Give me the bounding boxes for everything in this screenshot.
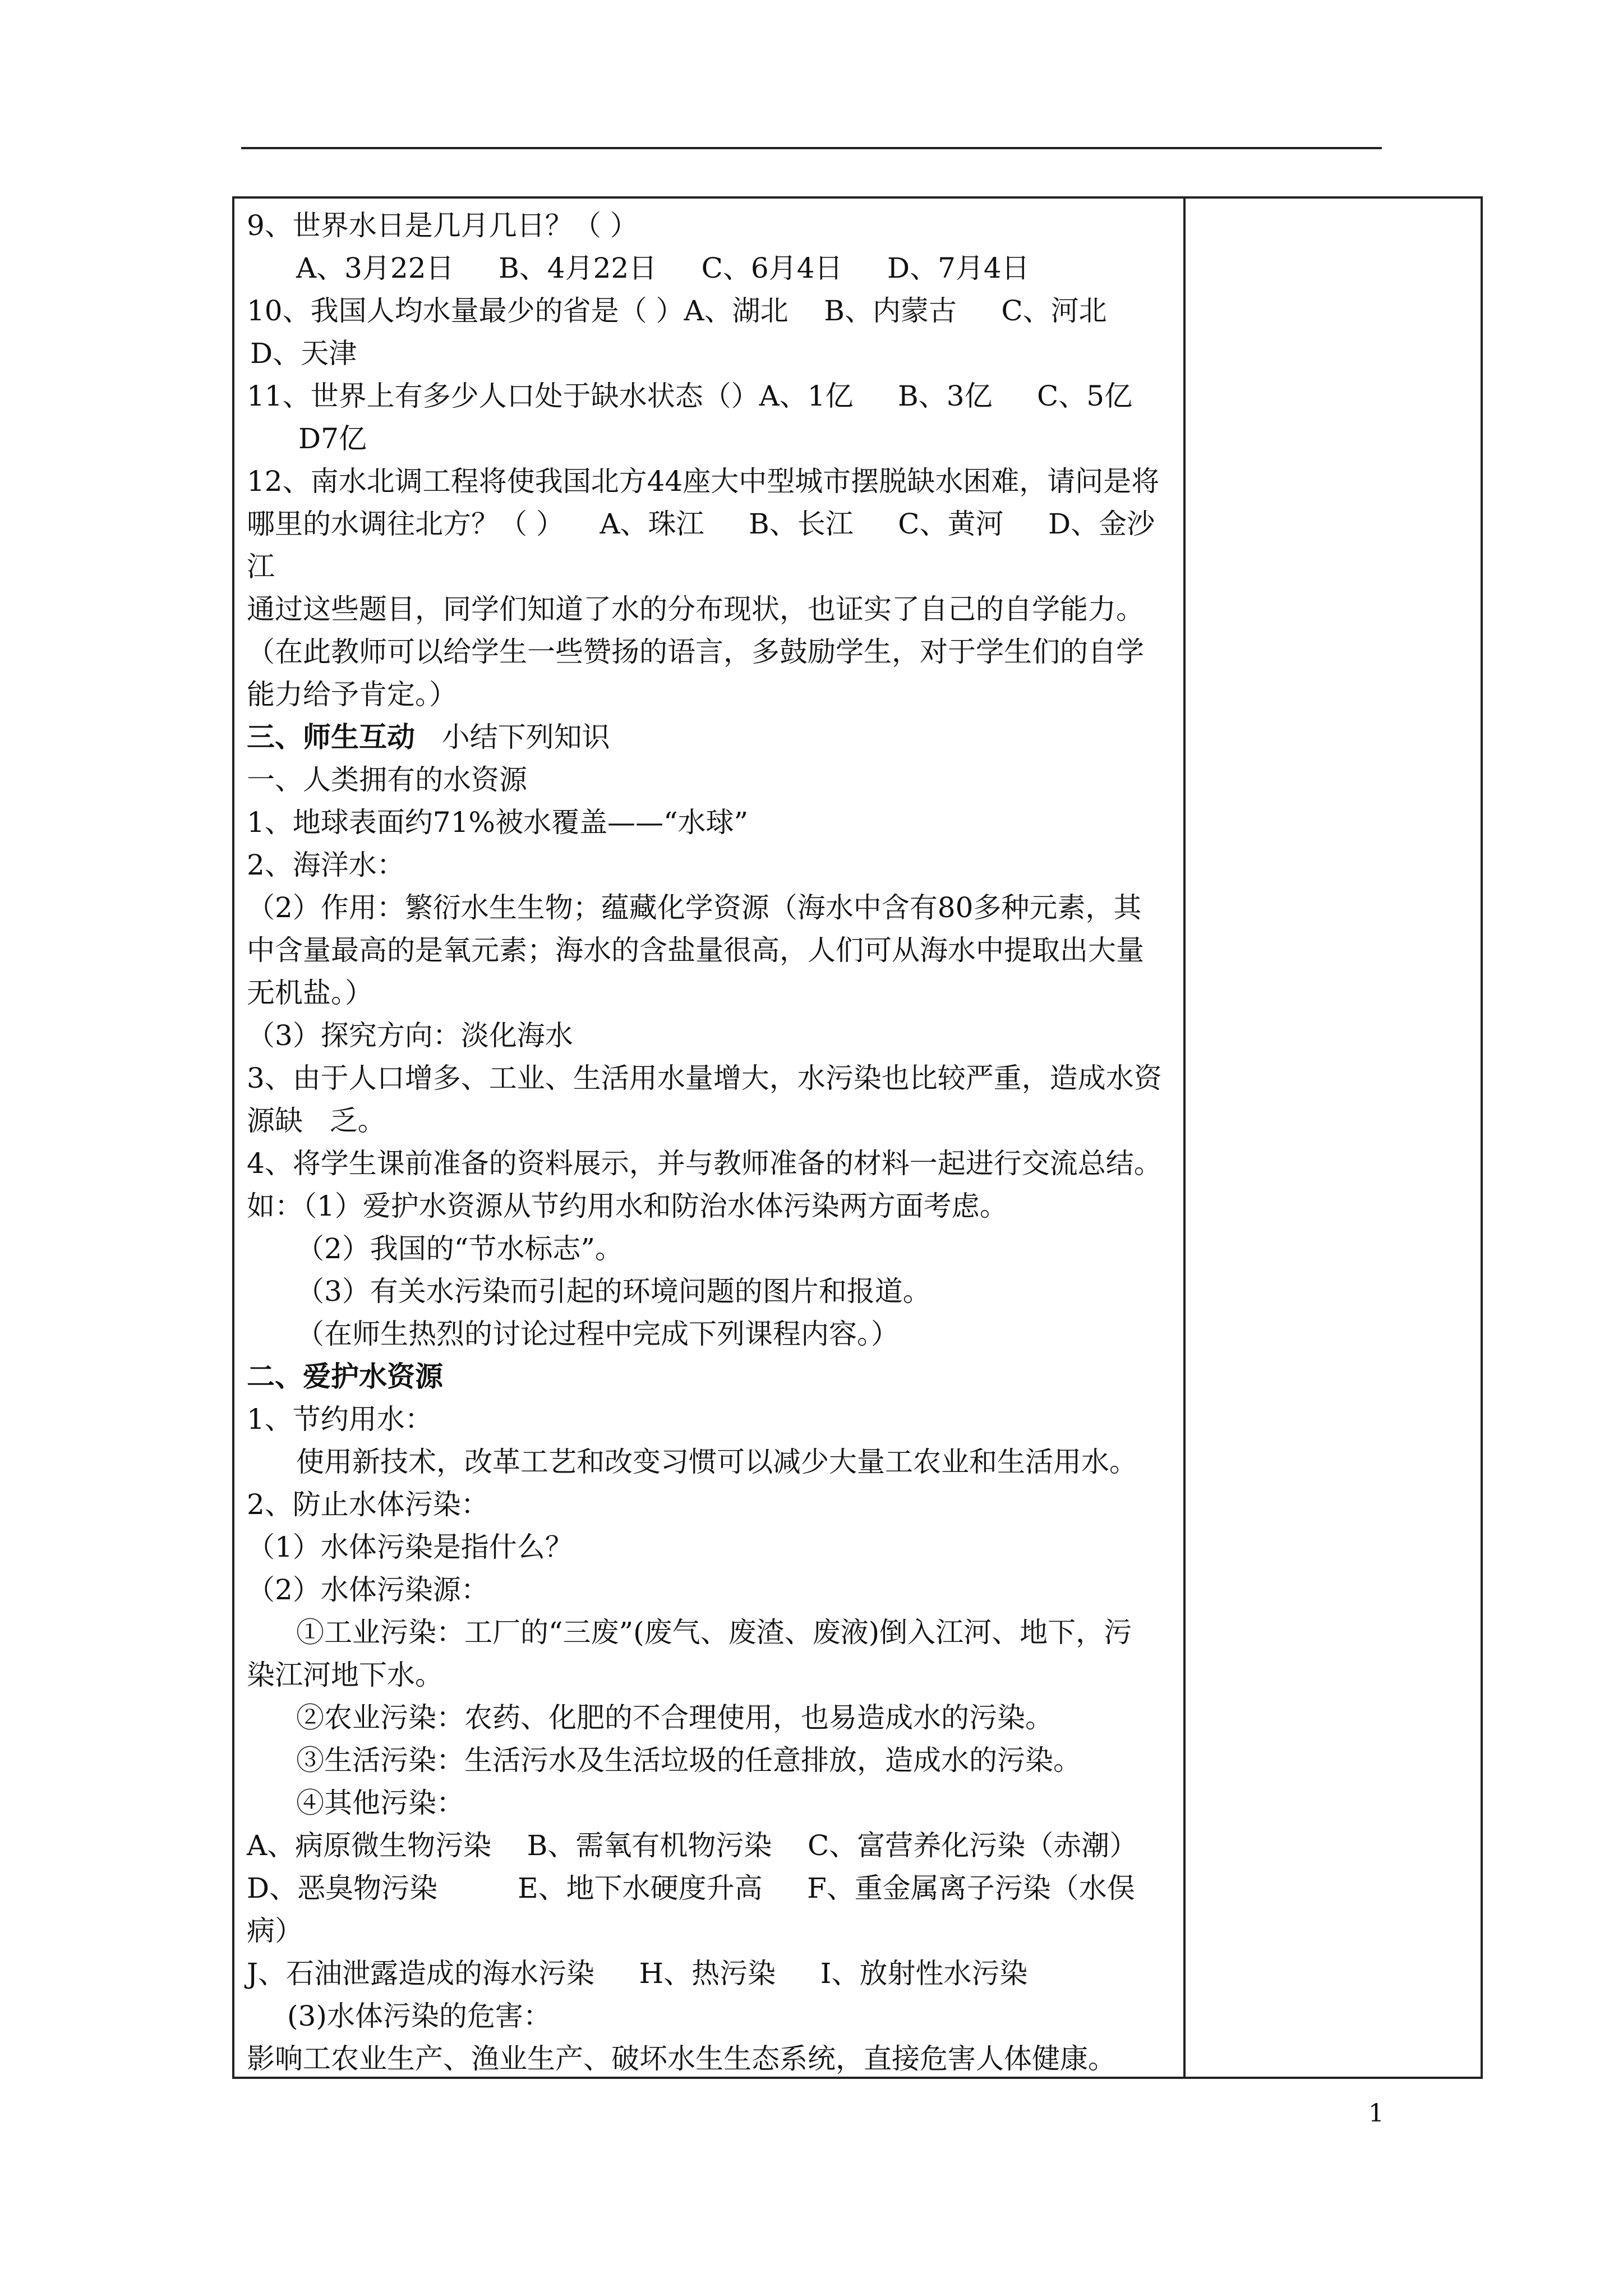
line-text: 病） [247, 1915, 303, 1947]
content-line [247, 1952, 1178, 1995]
content-line [247, 417, 1178, 460]
content-line [247, 1355, 1178, 1398]
content-line [247, 332, 1178, 375]
line-text: ①工业污染：工厂的“三废”(废气、废渣、废液)倒入江河、地下，污 [296, 1616, 1132, 1649]
line-text: J、石油泄露造成的海水污染 H、热污染 I、放射性水污染 [247, 1957, 1028, 1990]
content-line [247, 204, 1178, 247]
content-line [247, 1910, 1178, 1952]
content-line [247, 1313, 1178, 1355]
content-line [247, 1057, 1178, 1099]
content-line [247, 588, 1178, 631]
line-text: 3、由于人口增多、工业、生活用水量增大，水污染也比较严重，造成水资 [247, 1062, 1162, 1094]
line-text: 哪里的水调往北方？（ ） A、珠江 B、长江 C、黄河 D、金沙 [247, 508, 1155, 540]
content-line [247, 1270, 1178, 1313]
content-line [247, 801, 1178, 844]
line-text: 江 [247, 550, 275, 583]
page-number: 1 [1368, 2099, 1384, 2128]
line-text: 能力给予肯定。） [247, 678, 457, 711]
content-line [247, 1185, 1178, 1227]
content-line [247, 1142, 1178, 1185]
content-line [247, 2037, 1178, 2080]
line-text: 中含量最高的是氧元素；海水的含盐量很高，人们可从海水中提取出大量 [247, 934, 1144, 967]
line-text: （2）作用：繁衍水生生物；蕴藏化学资源（海水中含有80多种元素，其 [247, 891, 1142, 924]
line-text: 染江河地下水。 [247, 1659, 443, 1691]
line-text: 2、海洋水： [247, 849, 405, 881]
content-line [247, 1441, 1178, 1483]
content-line [247, 1483, 1178, 1526]
content-line [247, 1995, 1178, 2037]
line-text: ④其他污染： [296, 1787, 464, 1819]
content-line [247, 844, 1178, 886]
line-text: 无机盐。） [247, 977, 373, 1009]
content-line [247, 1824, 1178, 1867]
line-text: 4、将学生课前准备的资料展示，并与教师准备的材料一起进行交流总结。 [247, 1147, 1162, 1180]
line-text: ③生活污染：生活污水及生活垃圾的任意排放，造成水的污染。 [296, 1744, 1081, 1777]
lesson-content [247, 204, 1178, 2080]
line-text: A、3月22日 B、4月22日 C、6月4日 D、7月4日 [296, 252, 1030, 284]
content-line [247, 1867, 1178, 1910]
line-text: （2）我国的“节水标志”。 [296, 1232, 623, 1265]
line-text: （1）水体污染是指什么？ [247, 1531, 573, 1563]
content-line [247, 716, 1178, 758]
content-line [247, 375, 1178, 417]
line-text: 使用新技术，改革工艺和改变习惯可以减少大量工农业和生活用水。 [296, 1446, 1137, 1478]
line-text: 11、世界上有多少人口处于缺水状态（）A、1亿 B、3亿 C、5亿 [247, 380, 1133, 412]
content-line [247, 503, 1178, 545]
content-line [247, 1568, 1178, 1611]
content-line [247, 1611, 1178, 1654]
line-text: （3）探究方向：淡化海水 [247, 1019, 573, 1052]
line-text: 2、防止水体污染： [247, 1488, 489, 1521]
header-rule [241, 147, 1382, 149]
line-text: 10、我国人均水量最少的省是（ ）A、湖北 B、内蒙古 C、河北 [247, 295, 1107, 327]
line-text: (3)水体污染的危害： [287, 2000, 551, 2032]
content-line [247, 972, 1178, 1014]
line-text: 12、南水北调工程将使我国北方44座大中型城市摆脱缺水困难，请问是将 [247, 465, 1160, 498]
line-text: （在此教师可以给学生一些赞扬的语言，多鼓励学生，对于学生们的自学 [247, 636, 1144, 668]
content-line [247, 289, 1178, 332]
line-text: 如：（1）爱护水资源从节约用水和防治水体污染两方面考虑。 [247, 1190, 1008, 1222]
line-text: （2）水体污染源： [247, 1573, 489, 1606]
line-text: （3）有关水污染而引起的环境问题的图片和报道。 [296, 1275, 931, 1308]
line-text: A、病原微生物污染 B、需氧有机物污染 C、富营养化污染（赤潮） [247, 1829, 1138, 1862]
content-line [247, 1099, 1178, 1142]
column-divider [1183, 199, 1186, 2077]
content-line [247, 1696, 1178, 1739]
content-line [247, 929, 1178, 972]
content-line [247, 1654, 1178, 1696]
line-text: 9、世界水日是几月几日？（ ） [247, 209, 638, 242]
line-suffix: 小结下列知识 [415, 721, 610, 753]
content-line [247, 673, 1178, 716]
line-text: D、天津 [250, 337, 357, 370]
line-text: ②农业污染：农药、化肥的不合理使用，也易造成水的污染。 [296, 1701, 1053, 1734]
content-line [247, 1014, 1178, 1057]
line-text: 源缺 乏。 [247, 1105, 386, 1137]
line-text: 1、节约用水： [247, 1403, 433, 1435]
content-line [247, 460, 1178, 503]
line-text: （在师生热烈的讨论过程中完成下列课程内容。） [296, 1318, 899, 1350]
line-text: 1、地球表面约71%被水覆盖——“水球” [247, 806, 749, 839]
line-text: 影响工农业生产、渔业生产、破坏水生生态系统，直接危害人体健康。 [247, 2042, 1116, 2075]
lesson-table [232, 196, 1483, 2079]
content-line [247, 247, 1178, 289]
content-line [247, 545, 1178, 588]
line-text: 一、人类拥有的水资源 [247, 763, 527, 796]
content-line [247, 1227, 1178, 1270]
line-text: D7亿 [298, 422, 367, 455]
section-heading: 三、师生互动 [247, 720, 415, 753]
line-text: 通过这些题目，同学们知道了水的分布现状，也证实了自己的自学能力。 [247, 593, 1144, 625]
content-line [247, 758, 1178, 801]
line-text: D、恶臭物污染 E、地下水硬度升高 F、重金属离子污染（水俣 [247, 1872, 1135, 1904]
content-line [247, 631, 1178, 673]
content-line [247, 1739, 1178, 1782]
section-heading: 二、爱护水资源 [247, 1360, 443, 1393]
content-line [247, 1526, 1178, 1568]
content-line [247, 1398, 1178, 1441]
content-line [247, 886, 1178, 929]
content-line [247, 1782, 1178, 1824]
